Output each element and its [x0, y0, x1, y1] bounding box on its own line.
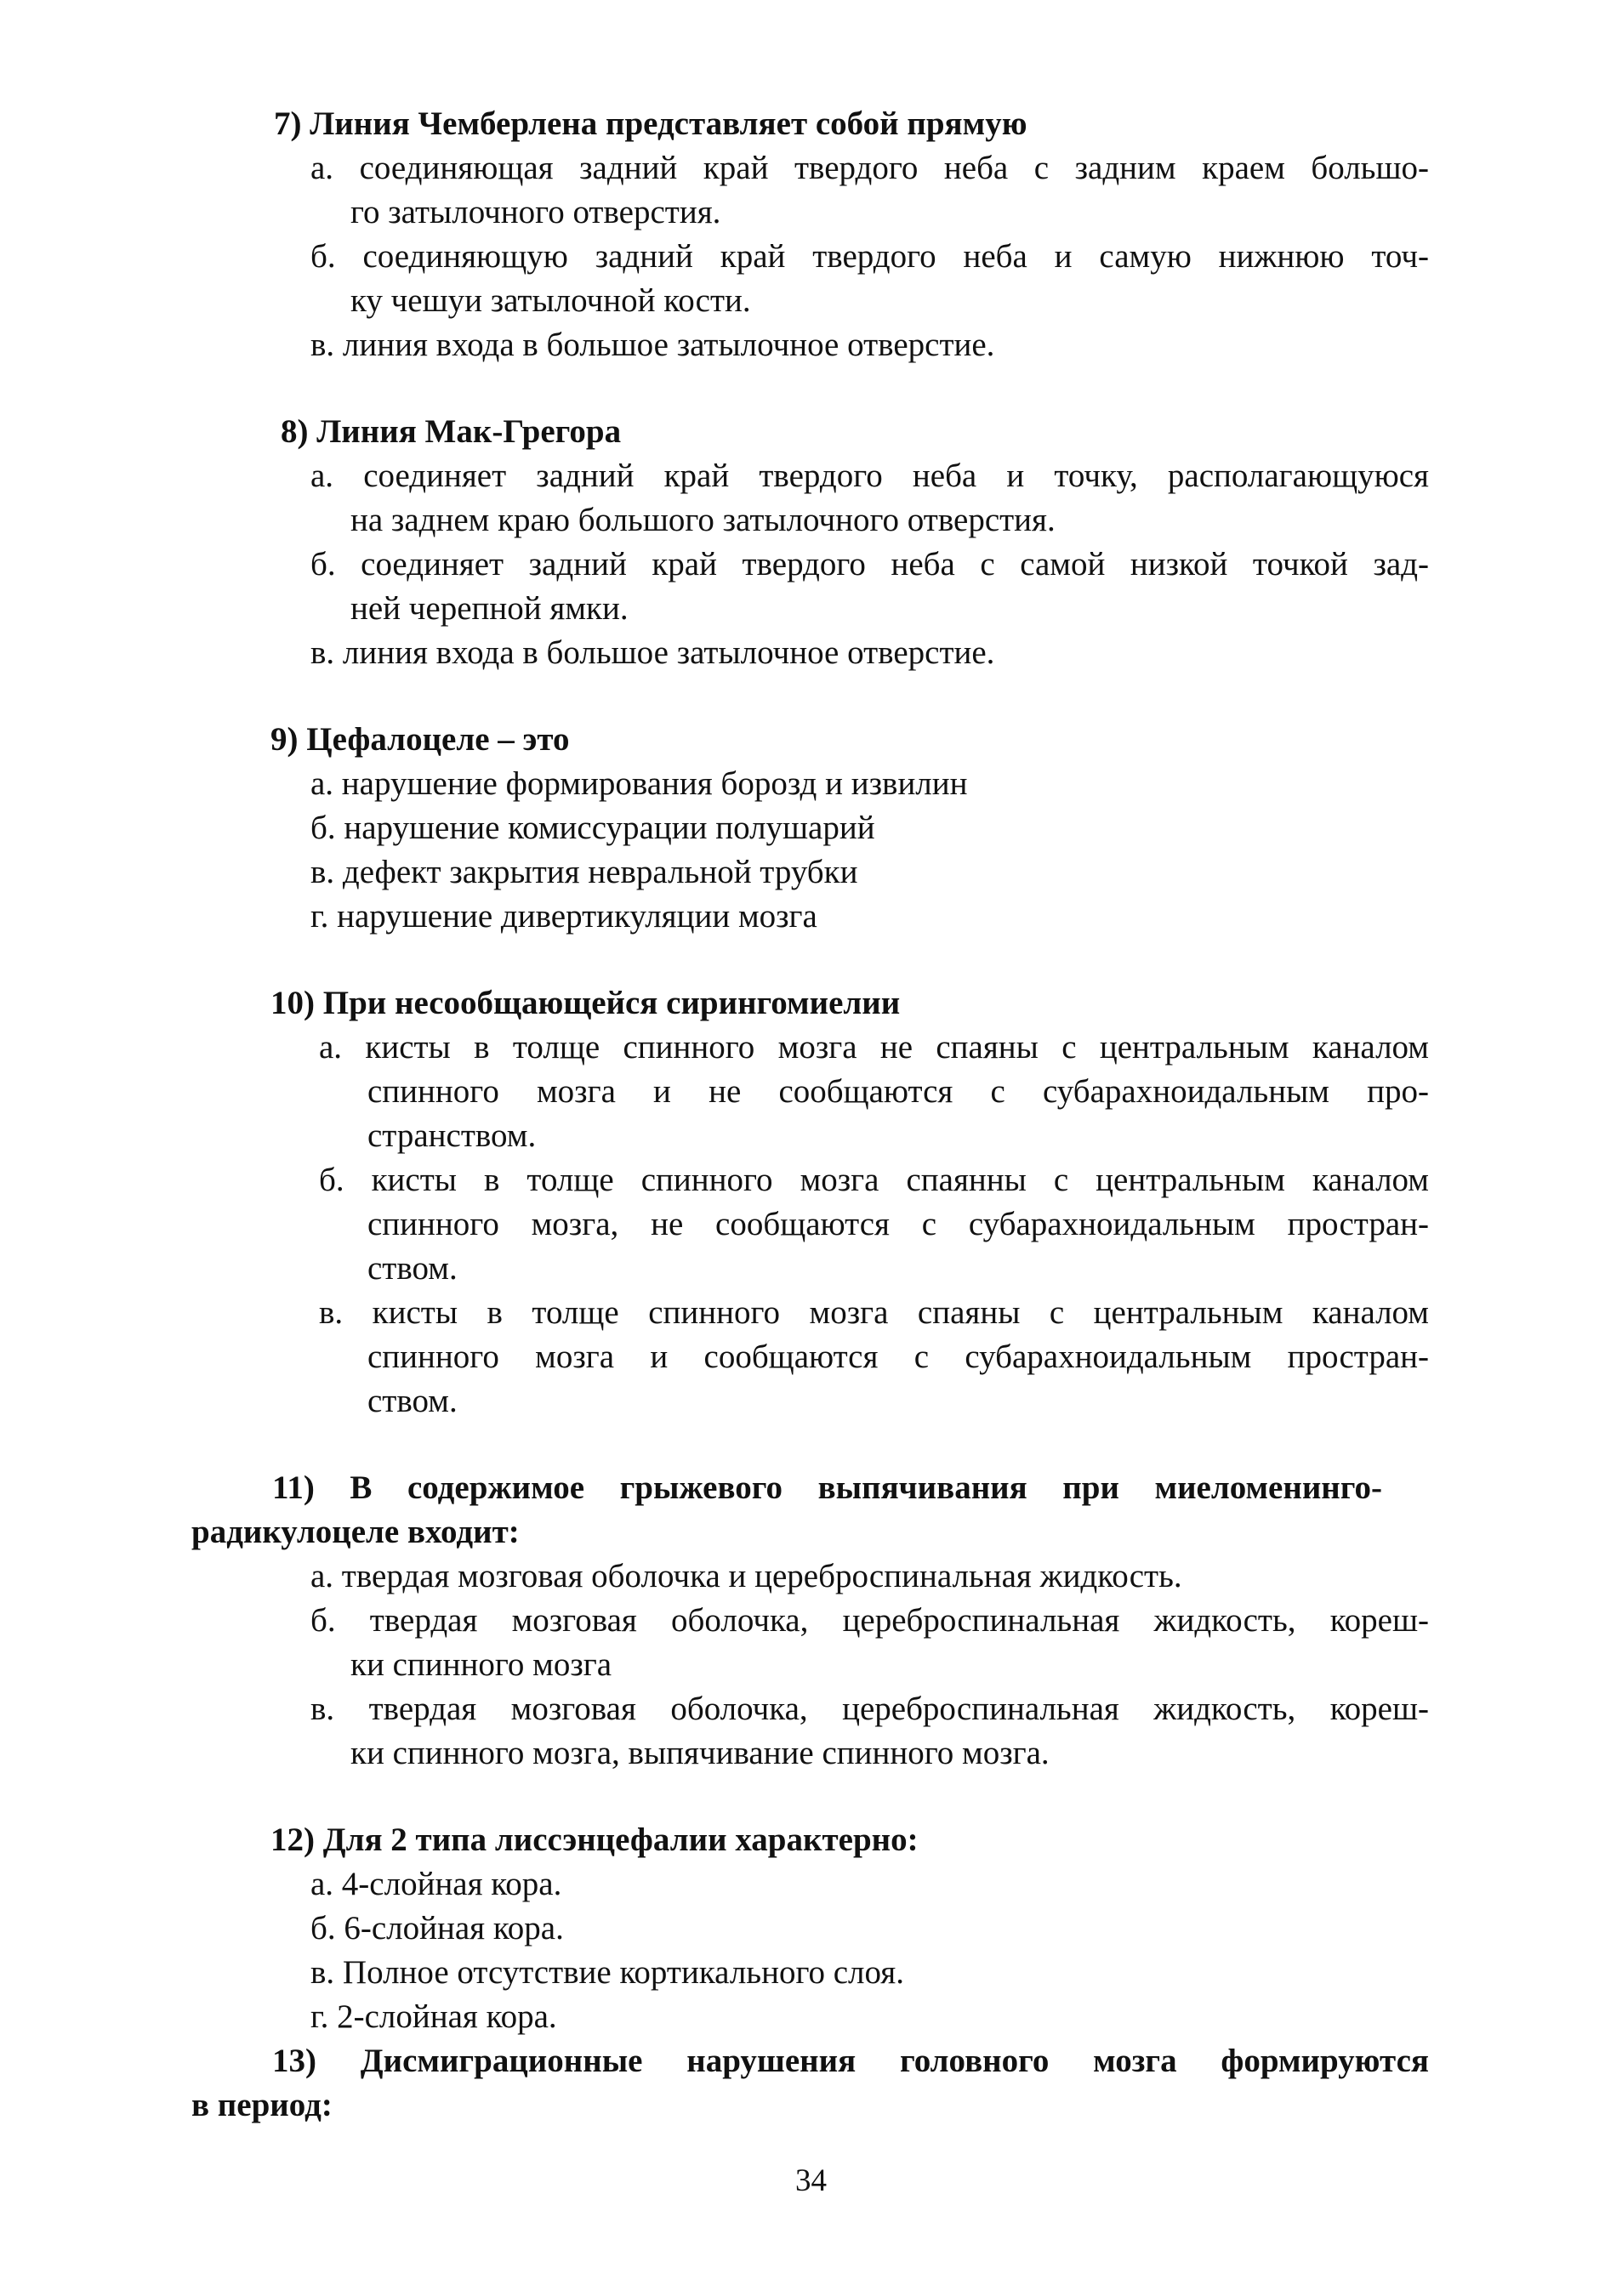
question-10-option-b: б. кисты в толще спинного мозга спаянны с центральным каналом: [319, 1162, 1429, 1198]
question-9-title: 9) Цефалоцеле – это: [270, 721, 570, 758]
question-12-option-a: а. 4-слойная кора.: [310, 1866, 562, 1902]
question-12-option-c: в. Полное отсутствие кортикального слоя.: [310, 1954, 904, 1991]
question-8-option-a: а. соединяет задний край твердого неба и точку, располагающуюся: [310, 457, 1429, 494]
question-9-option-b: б. нарушение комиссурации полушарий: [310, 810, 875, 846]
question-13-title: 13) Дисмиграционные нарушения головного мозга формируются: [272, 2043, 1429, 2079]
question-7-option-b-cont: ку чешуи затылочной кости.: [350, 282, 751, 319]
question-10-option-b-cont: спинного мозга, не сообщаются с субарахноидальным простран-: [367, 1206, 1429, 1242]
question-10-option-c: в. кисты в толще спинного мозга спаяны с центральным каналом: [319, 1294, 1429, 1331]
question-11-option-b-cont: ки спинного мозга: [350, 1646, 612, 1683]
question-12-title: 12) Для 2 типа лиссэнцефалии характерно:: [270, 1821, 919, 1858]
question-7-title: 7) Линия Чемберлена представляет собой прямую: [274, 105, 1027, 142]
page-number: 34: [795, 2163, 827, 2198]
question-11-option-c: в. твердая мозговая оболочка, цереброспинальная жидкость, кореш-: [310, 1691, 1429, 1727]
question-9-option-d: г. нарушение дивертикуляции мозга: [310, 898, 817, 935]
question-9-option-c: в. дефект закрытия невральной трубки: [310, 854, 858, 890]
question-9-option-a: а. нарушение формирования борозд и извилин: [310, 765, 968, 802]
question-7-option-a: а. соединяющая задний край твердого неба с задним краем большо-: [310, 150, 1429, 186]
question-7-option-a-cont: го затылочного отверстия.: [350, 194, 721, 230]
question-10-option-a-cont2: странством.: [367, 1117, 537, 1154]
question-12-option-d: г. 2-слойная кора.: [310, 1998, 557, 2035]
question-10-option-c-cont: спинного мозга и сообщаются с субарахноидальным простран-: [367, 1338, 1429, 1375]
question-10-option-a-cont: спинного мозга и не сообщаются с субарахноидальным про-: [367, 1073, 1429, 1110]
question-11-title-cont: радикулоцеле входит:: [191, 1514, 520, 1550]
question-10-title: 10) При несообщающейся сирингомиелии: [270, 985, 901, 1021]
question-7-option-c: в. линия входа в большое затылочное отверстие.: [310, 327, 995, 363]
question-8-option-c: в. линия входа в большое затылочное отверстие.: [310, 634, 995, 671]
question-8-option-b-cont: ней черепной ямки.: [350, 590, 629, 627]
question-13-title-cont: в период:: [191, 2087, 333, 2123]
question-11-option-c-cont: ки спинного мозга, выпячивание спинного мозга.: [350, 1735, 1050, 1771]
question-11-option-a: а. твердая мозговая оболочка и цереброспинальная жидкость.: [310, 1558, 1182, 1594]
question-11-option-b: б. твердая мозговая оболочка, цереброспинальная жидкость, кореш-: [310, 1602, 1429, 1639]
question-10-option-c-cont2: ством.: [367, 1383, 458, 1419]
question-8-option-b: б. соединяет задний край твердого неба с самой низкой точкой зад-: [310, 546, 1429, 583]
question-8-option-a-cont: на заднем краю большого затылочного отверстия.: [350, 502, 1056, 538]
question-10-option-b-cont2: ством.: [367, 1250, 458, 1287]
question-11-title: 11) В содержимое грыжевого выпячивания при миеломенинго-: [272, 1469, 1382, 1506]
question-10-option-a: а. кисты в толще спинного мозга не спаяны с центральным каналом: [319, 1029, 1429, 1066]
question-7-option-b: б. соединяющую задний край твердого неба и самую нижнюю точ-: [310, 238, 1429, 275]
question-8-title: 8) Линия Мак-Грегора: [281, 413, 622, 450]
question-12-option-b: б. 6-слойная кора.: [310, 1910, 564, 1946]
